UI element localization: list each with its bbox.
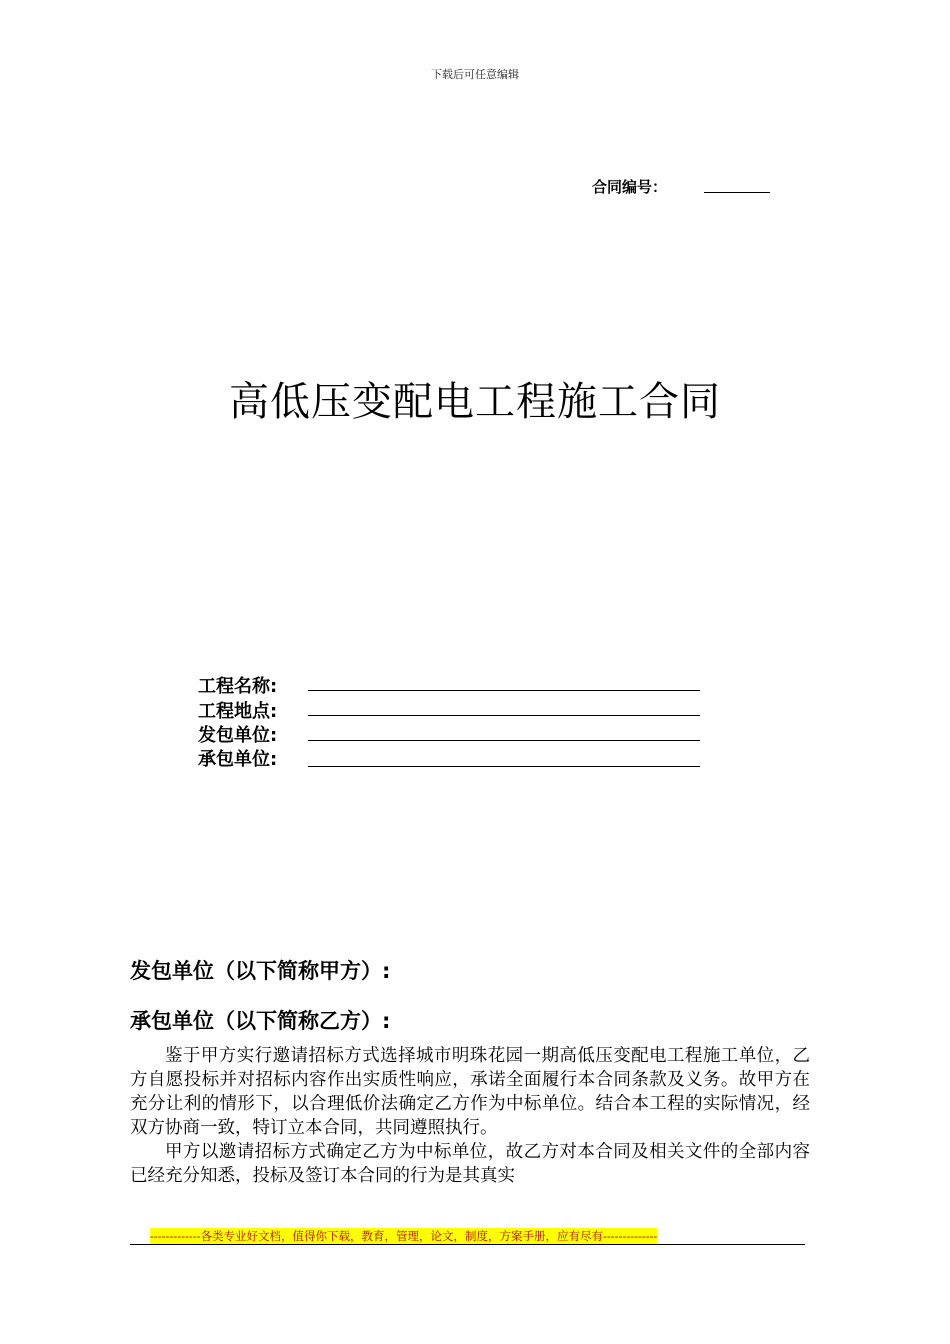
footer-divider bbox=[130, 1244, 805, 1245]
party-b-heading: 承包单位（以下简称乙方）: bbox=[130, 1009, 391, 1033]
field-contractor-blank bbox=[308, 766, 700, 767]
document-title: 高低压变配电工程施工合同 bbox=[229, 379, 721, 425]
party-a-heading: 发包单位（以下简称甲方）: bbox=[130, 959, 391, 983]
contract-body bbox=[130, 1044, 810, 1188]
field-project-name-label: 工程名称: bbox=[198, 676, 278, 697]
paragraph-1: 鉴于甲方实行邀请招标方式选择城市明珠花园一期高低压变配电工程施工单位，乙方自愿投标并对招标内容作出实质性响应，承诺全面履行本合同条款及义务。故甲方在充分让利的情形下，以合理低价法确定乙方作为中标单位。结合本工程的实际情况，经双方协商一致，特订立本合同，共同遵照执行。 bbox=[130, 1046, 810, 1138]
field-contractor-label: 承包单位: bbox=[198, 749, 278, 770]
field-project-name-blank bbox=[308, 690, 700, 691]
contract-number-label: 合同编号： bbox=[592, 178, 668, 196]
paragraph-2: 甲方以邀请招标方式确定乙方为中标单位，故乙方对本合同及相关文件的全部内容已经充分知悉，投标及签订本合同的行为是其真实 bbox=[130, 1142, 810, 1186]
field-employer-label: 发包单位: bbox=[198, 725, 278, 746]
footer-banner: -------------各类专业好文档，值得你下载，教育，管理，论文，制度，方案手册，应有尽有-------------- bbox=[150, 1229, 658, 1243]
field-employer-blank bbox=[308, 740, 700, 741]
field-project-location-label: 工程地点: bbox=[198, 701, 278, 722]
contract-number-blank bbox=[704, 192, 770, 193]
header-note: 下载后可任意编辑 bbox=[431, 68, 519, 81]
field-project-location-blank bbox=[308, 715, 700, 716]
